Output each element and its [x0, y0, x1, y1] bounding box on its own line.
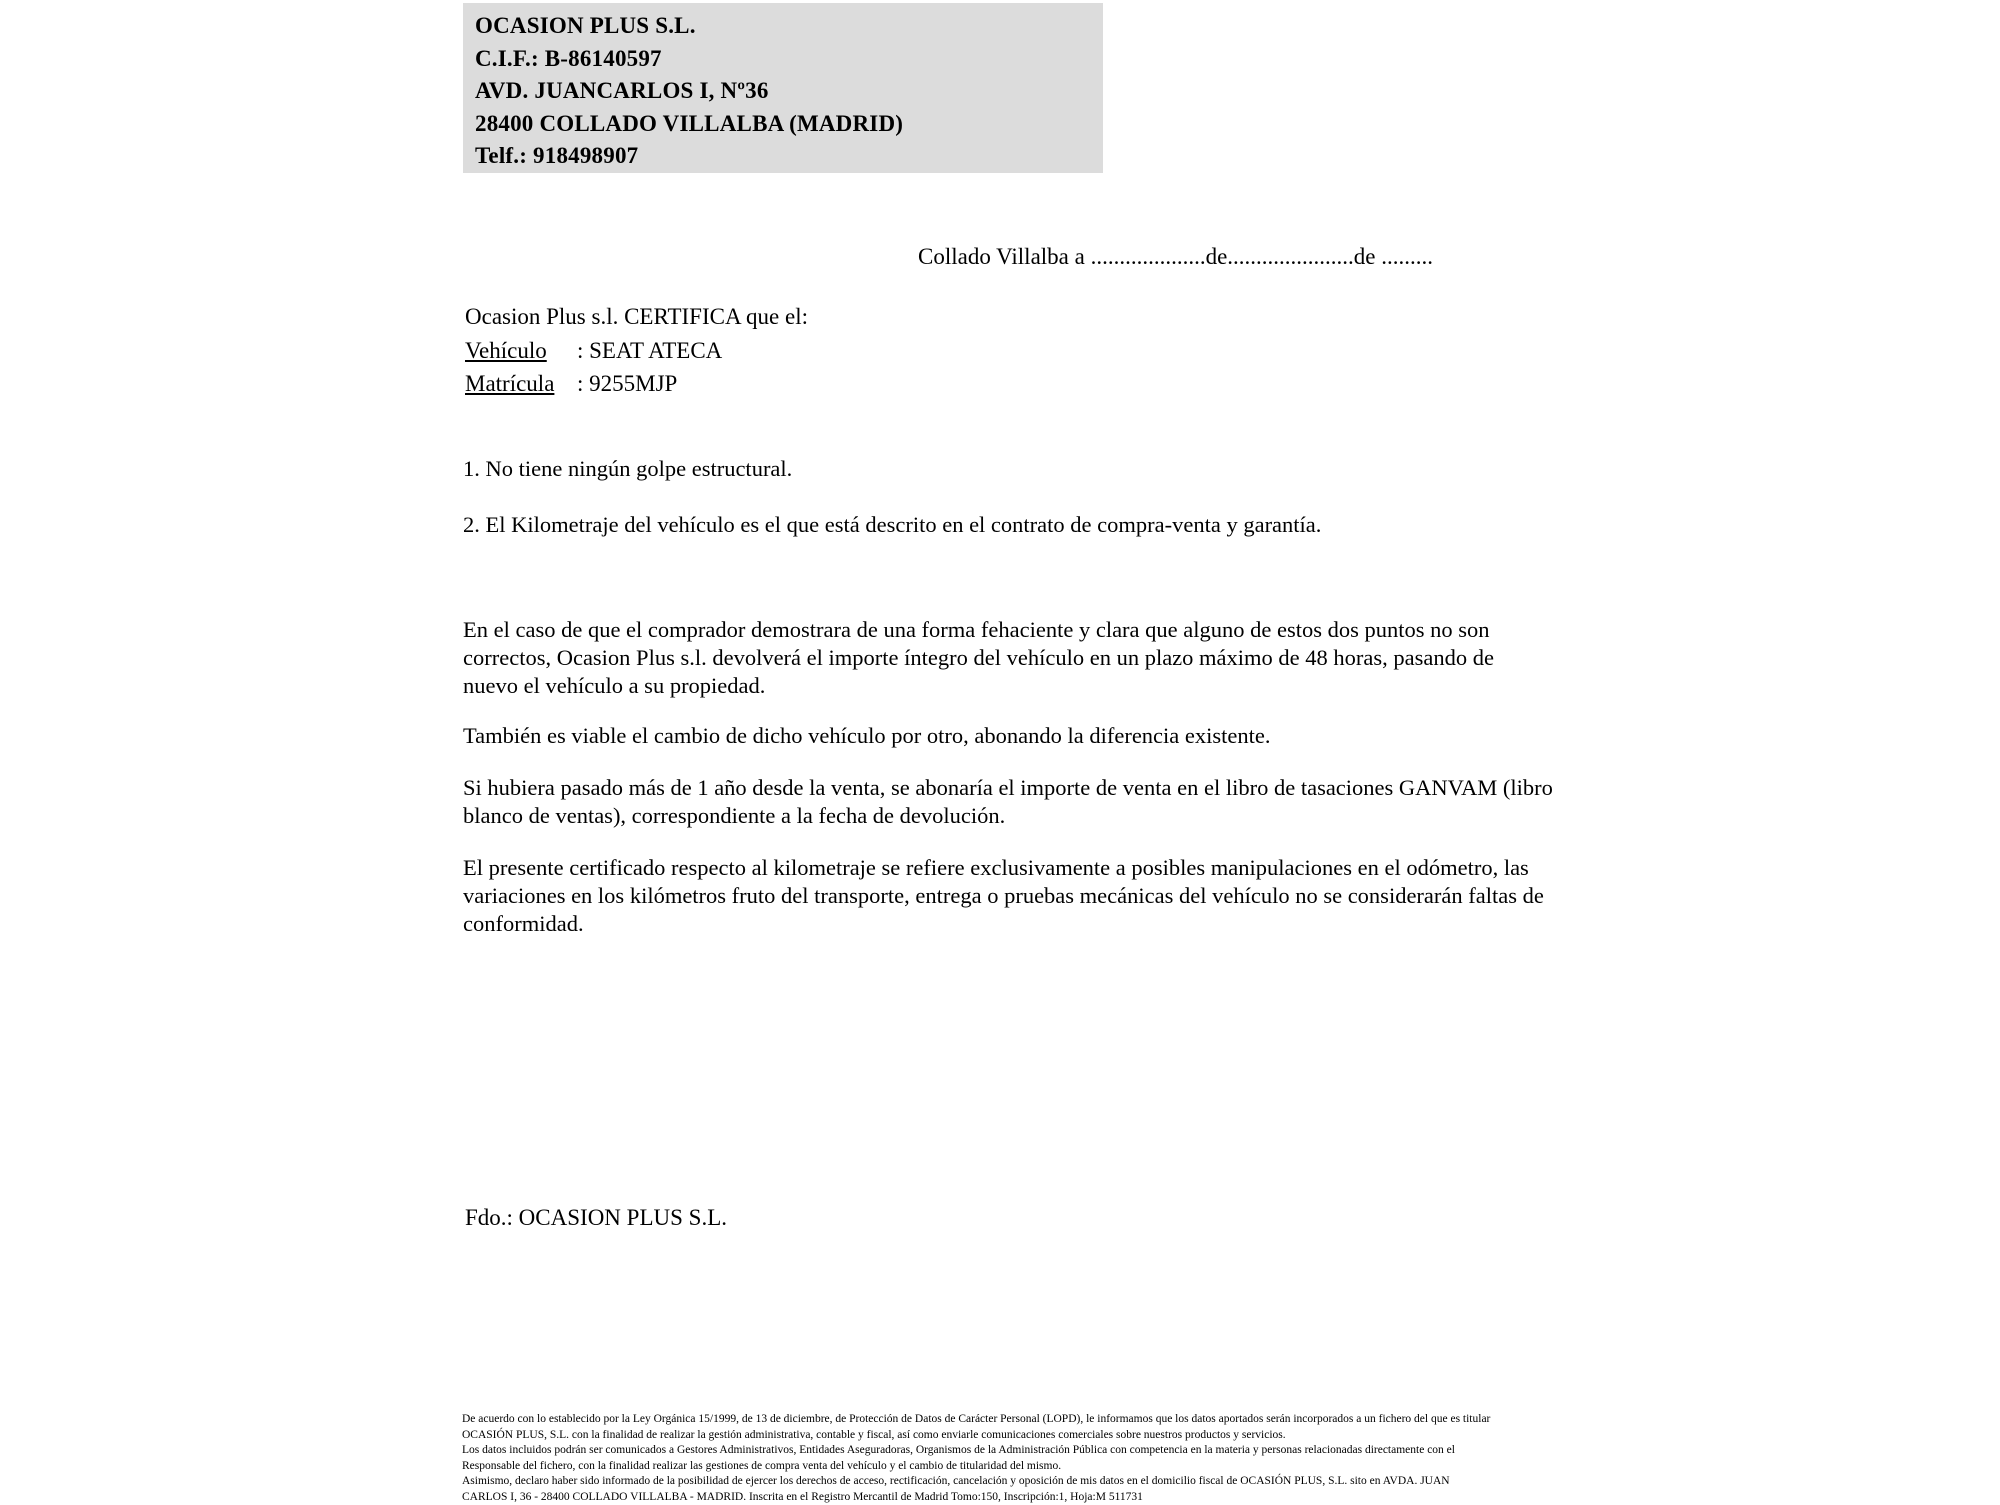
signature-line: Fdo.: OCASION PLUS S.L. — [465, 1205, 727, 1230]
legal-footer — [462, 1412, 1592, 1505]
condition-mileage: 2. El Kilometraje del vehículo es el que está descrito en el contrato de compra-venta y garantía. — [463, 512, 1322, 537]
condition-structural: 1. No tiene ningún golpe estructural. — [463, 456, 793, 481]
company-header-box — [463, 3, 1103, 173]
plate-value: : 9255MJP — [577, 371, 678, 396]
vehicle-label: Vehículo — [465, 337, 547, 363]
plate-label: Matrícula — [465, 371, 555, 396]
plate-row — [465, 367, 808, 401]
paragraph-odometer: El presente certificado respecto al kilometraje se refiere exclusivamente a posibles manipulaciones en el odómetro, las variaciones en los kilómetros fruto del transporte, entrega o pruebas mecánicas del vehículo no se considerarán faltas de conformidad. — [463, 855, 1544, 936]
legal-footer-line: CARLOS I, 36 - 28400 COLLADO VILLALBA - MADRID. Inscrita en el Registro Mercantil de Madrid Tomo:150, Inscripción:1, Hoja:M 511731 — [462, 1490, 1143, 1503]
paragraph-ganvam: Si hubiera pasado más de 1 año desde la venta, se abonaría el importe de venta en el libro de tasaciones GANVAM (libro blanco de ventas), correspondiente a la fecha de devolución. — [463, 775, 1553, 828]
vehicle-row — [465, 334, 808, 368]
date-fill-in-line: Collado Villalba a ....................de......................de ......... — [918, 244, 1433, 269]
legal-footer-line: Responsable del fichero, con la finalidad realizar las gestiones de compra venta del vehículo y el cambio de titularidad del mismo. — [462, 1459, 1062, 1472]
company-city: 28400 COLLADO VILLALBA (MADRID) — [475, 110, 904, 136]
company-phone: Telf.: 918498907 — [475, 143, 639, 168]
legal-footer-line: Los datos incluidos podrán ser comunicados a Gestores Administrativos, Entidades Aseguradoras, Organismos de la Administración Pública con competencia en la materia y personas relacionadas directamente con el — [462, 1444, 1455, 1457]
legal-footer-line: De acuerdo con lo establecido por la Ley Orgánica 15/1999, de 13 de diciembre, de Protección de Datos de Carácter Personal (LOPD), le informamos que los datos aportados serán incorporados a un fichero del que es titular — [462, 1413, 1491, 1425]
company-name: OCASION PLUS S.L. — [475, 13, 696, 38]
legal-footer-line: OCASIÓN PLUS, S.L. con la finalidad de realizar la gestión administrativa, contable y fiscal, así como enviarle comunicaciones comerciales sobre nuestros productos y servicios. — [462, 1428, 1286, 1441]
company-address: AVD. JUANCARLOS I, Nº36 — [475, 78, 769, 103]
certificate-block — [465, 300, 808, 401]
vehicle-value: : SEAT ATECA — [577, 337, 723, 363]
certificate-intro: Ocasion Plus s.l. CERTIFICA que el: — [465, 304, 808, 329]
company-cif: C.I.F.: B-86140597 — [475, 45, 662, 71]
paragraph-exchange: También es viable el cambio de dicho vehículo por otro, abonando la diferencia existente. — [463, 723, 1271, 748]
paragraph-refund: En el caso de que el comprador demostrara de una forma fehaciente y clara que alguno de estos dos puntos no son correctos, Ocasion Plus s.l. devolverá el importe íntegro del vehículo en un plazo máximo de 48 horas, pasando de nuevo el vehículo a su propiedad. — [463, 617, 1494, 698]
legal-footer-line: Asimismo, declaro haber sido informado de la posibilidad de ejercer los derechos de acceso, rectificación, cancelación y oposición de mis datos en el domicilio fiscal de OCASIÓN PLUS, S.L. sito en AVDA. JUAN — [462, 1475, 1450, 1488]
